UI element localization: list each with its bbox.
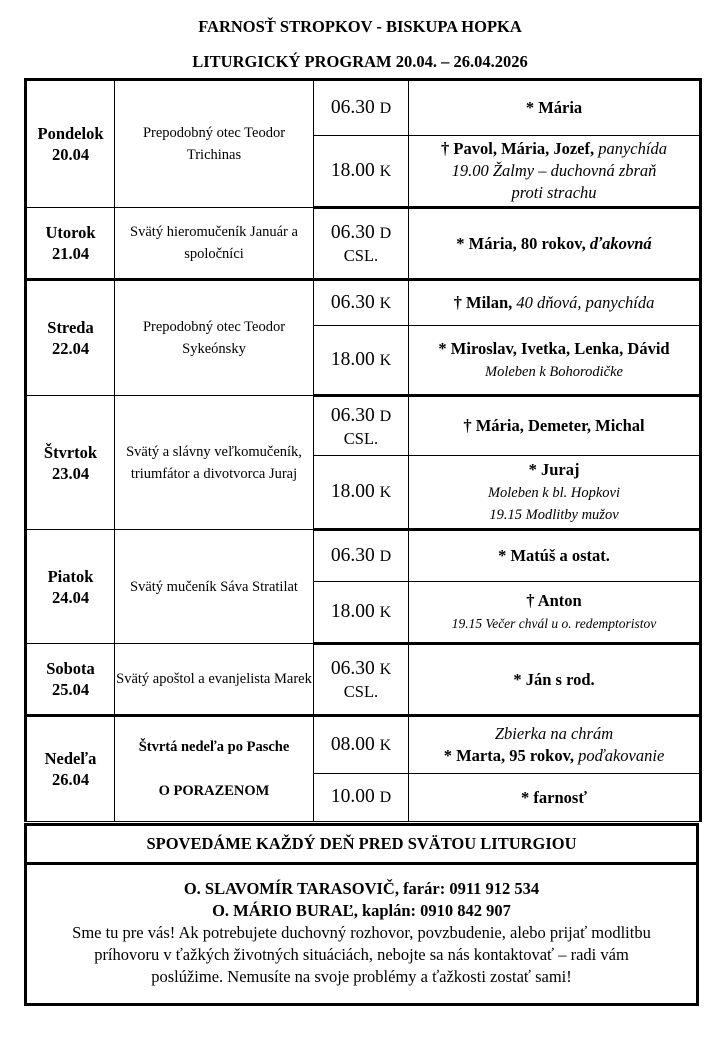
confession-banner: SPOVEDÁME KAŽDÝ DEŇ PRED SVÄTOU LITURGIOU (24, 823, 699, 865)
time-cell: 06.30 D CSL. (314, 396, 409, 456)
day-cell: Pondelok 20.04 (26, 80, 115, 208)
intention-cell: † Pavol, Mária, Jozef, panychída 19.00 Žalmy – duchovná zbraň proti strachu (409, 136, 701, 208)
table-row (26, 530, 701, 582)
day-cell: Štvrtok 23.04 (26, 396, 115, 530)
intention-cell: † Anton 19.15 Večer chvál u o. redemptoristov (409, 582, 701, 644)
saint-cell: Svätý hieromučeník Január a spoločníci (115, 208, 314, 280)
table-row (26, 208, 701, 280)
contact-box (24, 862, 699, 1006)
priest-contact: O. SLAVOMÍR TARASOVIČ, farár: 0911 912 534 (183, 879, 540, 898)
intention-cell: * Juraj Moleben k bl. Hopkovi 19.15 Modlitby mužov (409, 456, 701, 530)
program-title: LITURGICKÝ PROGRAM 20.04. – 26.04.2026 (192, 52, 528, 71)
time-cell: 18.00 K (314, 582, 409, 644)
intention-cell: * Ján s rod. (409, 644, 701, 716)
intention-cell: * farnosť (409, 774, 701, 822)
table-row (26, 716, 701, 774)
time-cell: 08.00 K (314, 716, 409, 774)
time-cell: 10.00 D (314, 774, 409, 822)
time-cell: 18.00 K (314, 456, 409, 530)
day-cell: Sobota 25.04 (26, 644, 115, 716)
saint-cell: Prepodobný otec Teodor Trichinas (115, 80, 314, 208)
table-row (26, 80, 701, 136)
time-cell: 06.30 D (314, 80, 409, 136)
time-cell: 18.00 K (314, 136, 409, 208)
intention-cell: * Mária, 80 rokov, ďakovná (409, 208, 701, 280)
chaplain-contact: O. MÁRIO BURAĽ, kaplán: 0910 842 907 (212, 901, 511, 920)
intention-cell: * Mária (409, 80, 701, 136)
intention-cell: Zbierka na chrám * Marta, 95 rokov, poďakovanie (409, 716, 701, 774)
day-cell: Piatok 24.04 (26, 530, 115, 644)
intention-cell: * Miroslav, Ivetka, Lenka, Dávid Moleben k Bohorodičke (409, 326, 701, 396)
intention-cell: * Matúš a ostat. (409, 530, 701, 582)
message-line: príhovoru v ťažkých životných situáciách, nebojte sa nás kontaktovať – radi vám (94, 945, 629, 964)
saint-cell: Prepodobný otec Teodor Sykeónsky (115, 280, 314, 396)
message-line: poslúžime. Nemusíte na svoje problémy a ťažkosti zostať sami! (151, 967, 572, 986)
time-cell: 06.30 K CSL. (314, 644, 409, 716)
table-row (26, 280, 701, 326)
saint-cell: Štvrtá nedeľa po Pasche O PORAZENOM (115, 716, 314, 822)
table-row (26, 396, 701, 456)
parish-title: FARNOSŤ STROPKOV - BISKUPA HOPKA (198, 17, 522, 36)
day-cell: Utorok 21.04 (26, 208, 115, 280)
table-row (26, 644, 701, 716)
day-cell: Streda 22.04 (26, 280, 115, 396)
time-cell: 06.30 D (314, 530, 409, 582)
intention-cell: † Mária, Demeter, Michal (409, 396, 701, 456)
intention-cell: † Milan, 40 dňová, panychída (409, 280, 701, 326)
saint-cell: Svätý a slávny veľkomučeník, triumfátor a divotvorca Juraj (115, 396, 314, 530)
time-cell: 06.30 D CSL. (314, 208, 409, 280)
day-cell: Nedeľa 26.04 (26, 716, 115, 822)
saint-cell: Svätý apoštol a evanjelista Marek (115, 644, 314, 716)
message-line: Sme tu pre vás! Ak potrebujete duchovný rozhovor, povzbudenie, alebo prijať modlitbu (72, 923, 651, 942)
saint-cell: Svätý mučeník Sáva Stratilat (115, 530, 314, 644)
schedule-table (24, 78, 702, 822)
time-cell: 18.00 K (314, 326, 409, 396)
time-cell: 06.30 K (314, 280, 409, 326)
